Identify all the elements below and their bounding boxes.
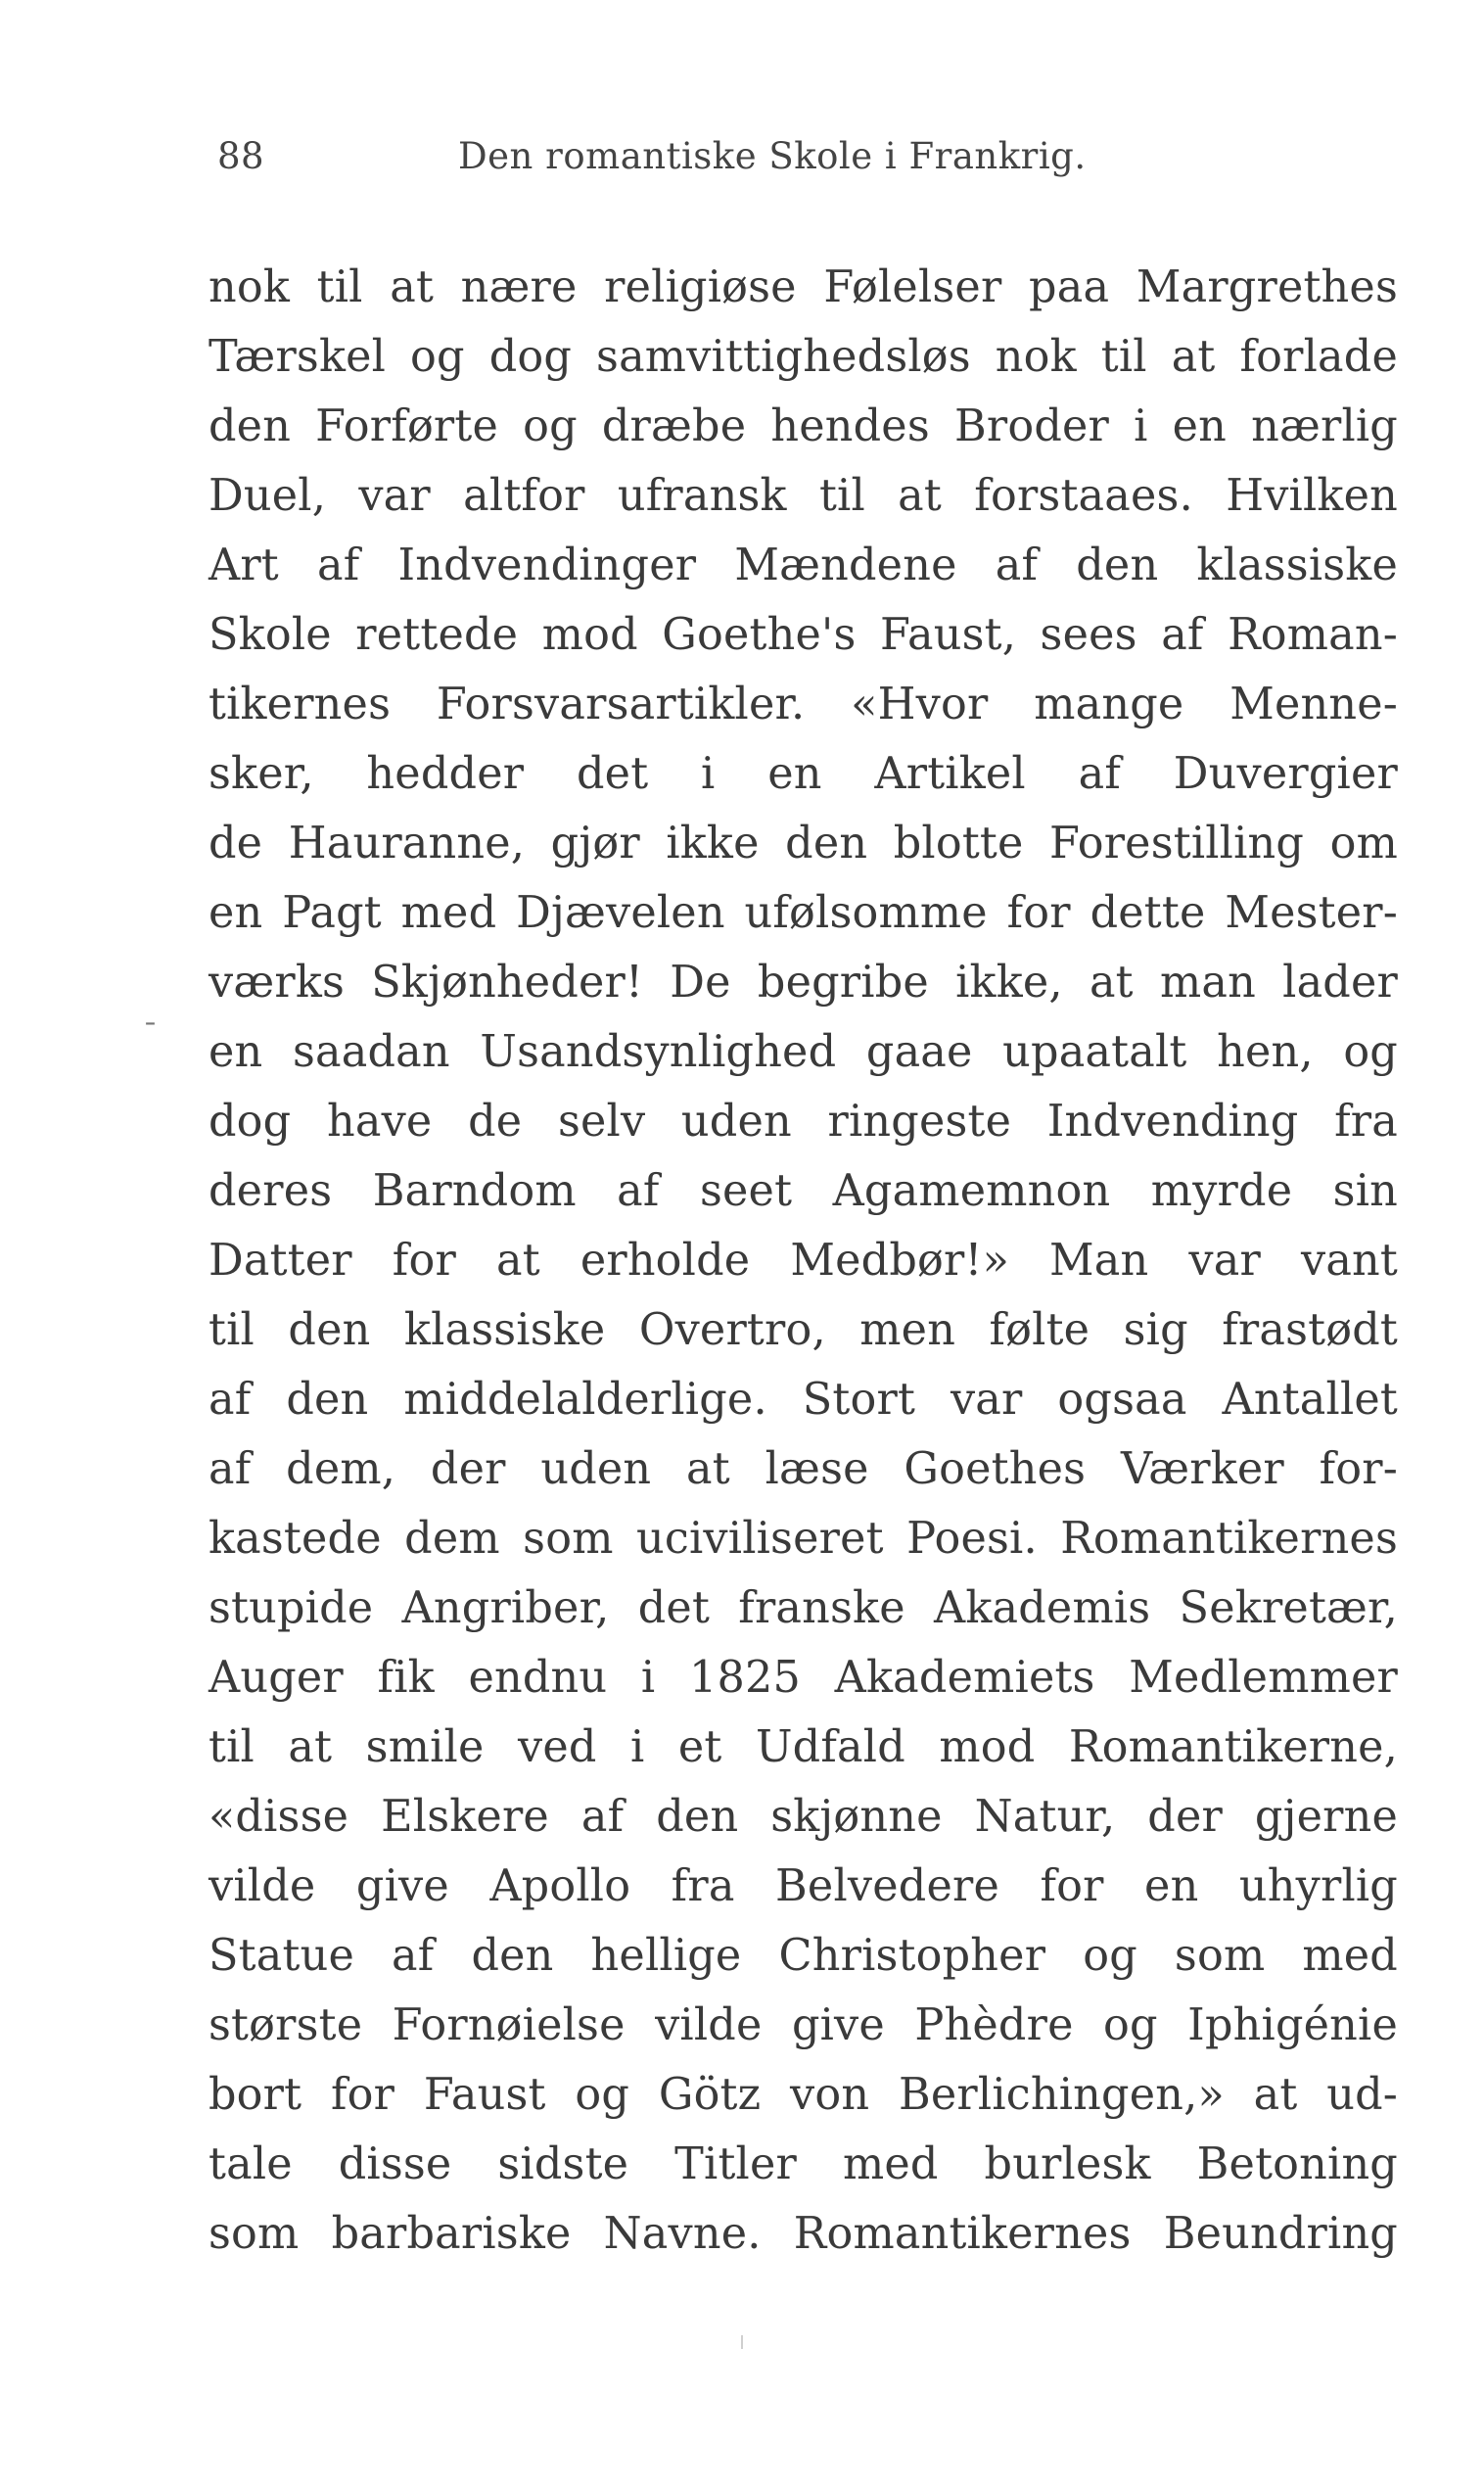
text-line: Datter for at erholde Medbør!» Man var vant xyxy=(209,1236,1398,1286)
text-line: tikernes Forsvarsartikler. «Hvor mange Menne- xyxy=(209,680,1398,729)
text-line: værks Skjønheder! De begribe ikke, at man lader xyxy=(209,958,1398,1008)
text-line: som barbariske Navne. Romantikernes Beundring xyxy=(209,2209,1398,2259)
text-line: til den klassiske Overtro, men følte sig frastødt xyxy=(209,1305,1398,1355)
text-line: kastede dem som uciviliseret Poesi. Romantikernes xyxy=(209,1514,1398,1564)
text-line: en Pagt med Djævelen ufølsomme for dette Mester- xyxy=(209,888,1398,938)
text-line: nok til at nære religiøse Følelser paa Margrethes xyxy=(209,262,1398,312)
text-line: største Fornøielse vilde give Phèdre og Iphigénie xyxy=(209,2000,1398,2050)
text-line: dog have de selv uden ringeste Indvending fra xyxy=(209,1097,1398,1147)
text-line: Auger fik endnu i 1825 Akademiets Medlemmer xyxy=(209,1653,1398,1703)
running-title: Den romantiske Skole i Frankrig. xyxy=(458,135,1087,177)
paper-speck xyxy=(741,2335,743,2349)
text-line: «disse Elskere af den skjønne Natur, der gjerne xyxy=(209,1792,1398,1842)
body-text xyxy=(209,253,1398,2269)
text-line: bort for Faust og Götz von Berlichingen,» at ud- xyxy=(209,2070,1398,2120)
text-line: deres Barndom af seet Agamemnon myrde sin xyxy=(209,1166,1398,1216)
text-line: Art af Indvendinger Mændene af den klassiske xyxy=(209,540,1398,590)
text-line: vilde give Apollo fra Belvedere for en uhyrlig xyxy=(209,1861,1398,1911)
text-line: Duel, var altfor ufransk til at forstaaes. Hvilken xyxy=(209,471,1398,521)
text-line: en saadan Usandsynlighed gaae upaatalt hen, og xyxy=(209,1027,1398,1077)
text-line: af dem, der uden at læse Goethes Værker for- xyxy=(209,1444,1398,1494)
text-line: Skole rettede mod Goethe's Faust, sees af Roman- xyxy=(209,610,1398,660)
margin-mark: ˍ xyxy=(143,994,158,1028)
text-line: til at smile ved i et Udfald mod Romantikerne, xyxy=(209,1722,1398,1772)
page-number: 88 xyxy=(217,135,265,177)
text-line: sker, hedder det i en Artikel af Duvergier xyxy=(209,749,1398,799)
text-line: af den middelalderlige. Stort var ogsaa Antallet xyxy=(209,1375,1398,1425)
page-header xyxy=(217,135,1196,194)
text-line: tale disse sidste Titler med burlesk Betoning xyxy=(209,2139,1398,2189)
text-line: Tærskel og dog samvittighedsløs nok til at forlade xyxy=(209,332,1398,382)
text-line: stupide Angriber, det franske Akademis Sekretær, xyxy=(209,1583,1398,1633)
text-line: Statue af den hellige Christopher og som med xyxy=(209,1931,1398,1981)
text-line: den Forførte og dræbe hendes Broder i en nærlig xyxy=(209,401,1398,451)
text-line: de Hauranne, gjør ikke den blotte Forestilling om xyxy=(209,819,1398,868)
